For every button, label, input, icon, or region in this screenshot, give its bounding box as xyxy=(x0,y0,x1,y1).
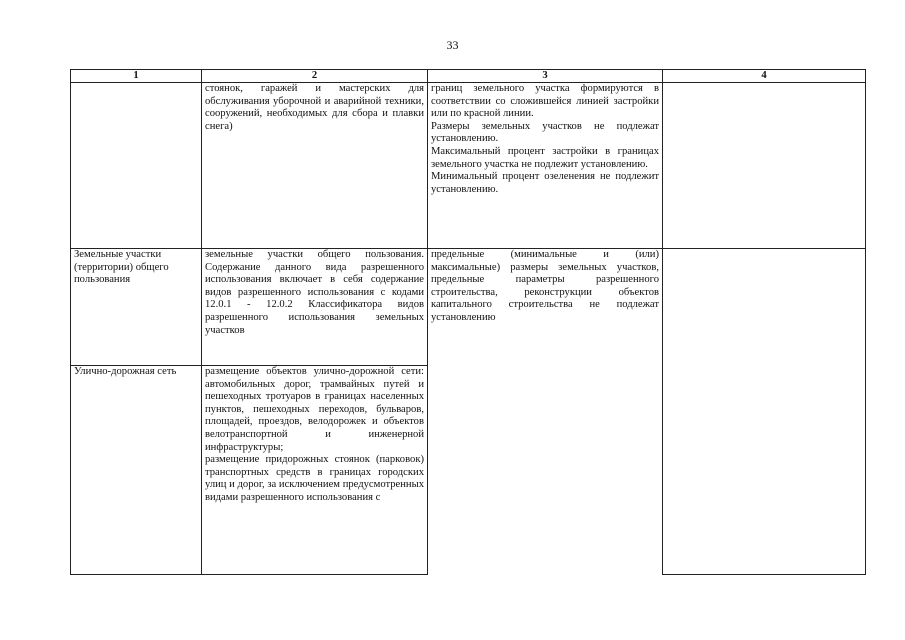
column-header-4: 4 xyxy=(663,70,866,83)
table-header-row xyxy=(71,70,866,83)
public-land-col2-cell xyxy=(202,249,428,366)
continuation-col1-cell xyxy=(71,83,202,249)
page-number: 33 xyxy=(446,38,459,52)
continuation-col3-para-4: Минимальный процент озеленения не подлежит установлению. xyxy=(431,171,659,195)
continuation-col4-cell xyxy=(663,83,866,249)
public-land-col3-cell xyxy=(428,249,663,575)
table-row-public-land xyxy=(71,249,866,366)
public-land-col4-cell xyxy=(663,249,866,575)
continuation-col3-cell xyxy=(428,83,663,249)
column-header-2: 2 xyxy=(202,70,428,83)
public-land-col2-text: земельные участки общего пользования. Содержание данного вида разрешенного использования включает в себя содержание видов разрешенного использования с кодами 12.0.1 - 12.0.2 Классификатора видов разрешенного использования земельных участков xyxy=(205,249,424,336)
public-land-col1-text: Земельные участки (территории) общего пользования xyxy=(74,249,169,286)
continuation-col3-para-1: границ земельного участка формируются в соответствии со сложившейся линией застройки или по красной линии. xyxy=(431,83,659,120)
street-network-col1-text: Улично-дорожная сеть xyxy=(74,366,177,377)
public-land-col1-cell xyxy=(71,249,202,366)
continuation-col3-para-2: Размеры земельных участков не подлежат установлению. xyxy=(431,120,659,145)
street-network-col1-cell xyxy=(71,366,202,575)
street-network-col2-cell xyxy=(202,366,428,575)
street-network-col2-para-1: размещение объектов улично-дорожной сети: автомобильных дорог, трамвайных путей и пешеходных тротуаров в границах населенных пунктов, пешеходных переходов, бульваров, площадей, проездов, велодорожек и объектов велотранспортной и инженерной инфраструктуры; xyxy=(205,366,424,453)
column-header-1: 1 xyxy=(71,70,202,83)
continuation-col2-text: стоянок, гаражей и мастерских для обслуживания уборочной и аварийной техники, сооружений, необходимых для сбора и плавки снега) xyxy=(205,83,424,132)
regulation-table xyxy=(70,69,866,575)
column-header-3: 3 xyxy=(428,70,663,83)
continuation-col3-para-3: Максимальный процент застройки в границах земельного участка не подлежит установлению. xyxy=(431,145,659,170)
street-network-col2-para-2: размещение придорожных стоянок (парковок) транспортных средств в границах городских улиц и дорог, за исключением предусмотренных видами разрешенного использования с xyxy=(205,454,424,503)
public-land-col3-text: предельные (минимальные и (или) максимальные) размеры земельных участков, предельные параметры разрешенного строительства, реконструкции объектов капитального строительства не подлежат установлению xyxy=(431,249,659,323)
continuation-col2-cell xyxy=(202,83,428,249)
table-row-continuation xyxy=(71,83,866,249)
